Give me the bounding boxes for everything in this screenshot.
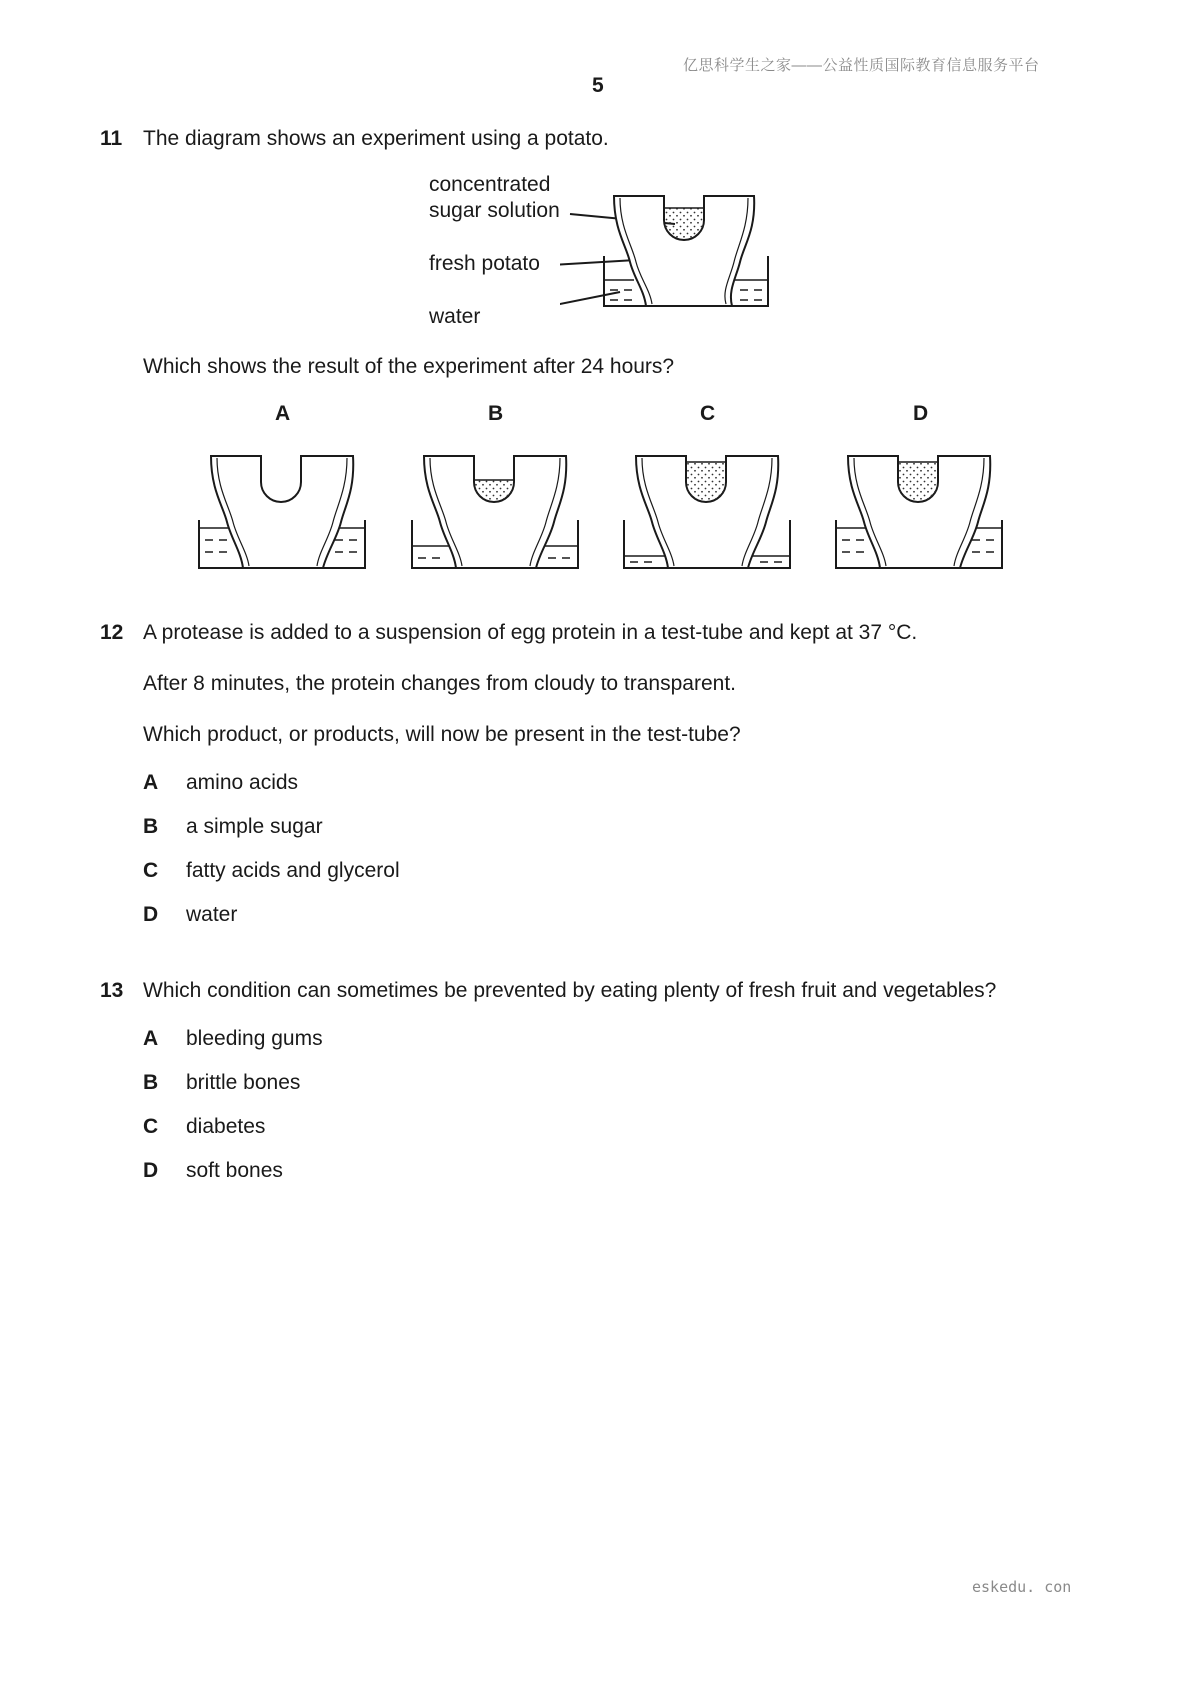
option-letter: D	[143, 1159, 159, 1182]
choice-d-diagram	[832, 452, 1007, 570]
option-text: fatty acids and glycerol	[186, 859, 400, 882]
choice-b-diagram	[408, 452, 583, 570]
question-number: 12	[100, 621, 124, 644]
option-text: a simple sugar	[186, 815, 323, 838]
option-text: soft bones	[186, 1159, 283, 1182]
option-text: diabetes	[186, 1115, 266, 1138]
watermark-text: 亿思科学生之家——公益性质国际教育信息服务平台	[683, 57, 1040, 74]
choice-a-diagram	[195, 452, 370, 570]
choice-label-a: A	[275, 402, 291, 425]
choice-label-b: B	[488, 402, 504, 425]
option-letter: D	[143, 903, 159, 926]
option-letter: B	[143, 1071, 159, 1094]
label-water: water	[429, 305, 481, 328]
question-number: 11	[100, 127, 123, 150]
option-text: water	[186, 903, 238, 926]
question-number: 13	[100, 979, 124, 1002]
option-text: amino acids	[186, 771, 299, 794]
option-letter: C	[143, 1115, 159, 1138]
experiment-diagram	[560, 190, 780, 320]
question-prompt: Which shows the result of the experiment after 24 hours?	[143, 355, 675, 378]
question-text-line2: After 8 minutes, the protein changes from cloudy to transparent.	[143, 672, 736, 695]
question-text: Which condition can sometimes be prevented by eating plenty of fresh fruit and vegetables?	[143, 979, 997, 1002]
question-text: The diagram shows an experiment using a potato.	[143, 127, 609, 150]
option-text: brittle bones	[186, 1071, 301, 1094]
page-number: 5	[592, 74, 604, 97]
option-text: bleeding gums	[186, 1027, 323, 1050]
label-fresh-potato: fresh potato	[429, 252, 540, 275]
option-letter: A	[143, 771, 159, 794]
label-sugar-solution: sugar solution	[429, 199, 560, 222]
choice-c-diagram	[620, 452, 795, 570]
option-letter: A	[143, 1027, 159, 1050]
label-concentrated: concentrated	[429, 173, 551, 196]
option-letter: C	[143, 859, 159, 882]
choice-label-d: D	[913, 402, 929, 425]
footer-site: eskedu. con	[972, 1578, 1072, 1596]
choice-label-c: C	[700, 402, 716, 425]
question-text-line1: A protease is added to a suspension of egg protein in a test-tube and kept at 37 °C.	[143, 621, 918, 644]
question-text-line3: Which product, or products, will now be present in the test-tube?	[143, 723, 741, 746]
option-letter: B	[143, 815, 159, 838]
